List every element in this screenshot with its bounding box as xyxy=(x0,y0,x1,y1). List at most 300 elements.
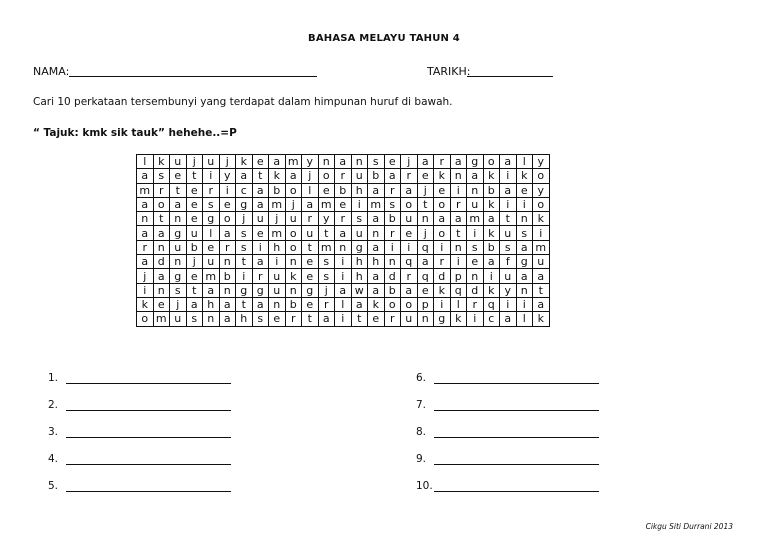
grid-cell[interactable]: j xyxy=(417,183,434,197)
grid-cell[interactable]: u xyxy=(351,169,368,183)
answer-line[interactable] xyxy=(434,410,599,411)
grid-cell[interactable]: p xyxy=(417,297,434,311)
grid-cell[interactable]: i xyxy=(467,226,484,240)
grid-cell[interactable]: n xyxy=(384,255,401,269)
grid-cell[interactable]: t xyxy=(186,283,203,297)
grid-cell[interactable]: e xyxy=(335,197,352,211)
grid-cell[interactable]: a xyxy=(252,197,269,211)
grid-cell[interactable]: r xyxy=(434,155,451,169)
grid-cell[interactable]: u xyxy=(252,212,269,226)
grid-cell[interactable]: n xyxy=(417,212,434,226)
grid-cell[interactable]: h xyxy=(203,297,220,311)
grid-cell[interactable]: l xyxy=(516,312,533,326)
grid-cell[interactable]: g xyxy=(302,283,319,297)
grid-cell[interactable]: t xyxy=(500,212,517,226)
grid-cell[interactable]: a xyxy=(219,226,236,240)
grid-cell[interactable]: r xyxy=(384,226,401,240)
grid-cell[interactable]: n xyxy=(368,226,385,240)
grid-cell[interactable]: u xyxy=(186,226,203,240)
grid-cell[interactable]: j xyxy=(170,297,187,311)
answer-line[interactable] xyxy=(434,383,599,384)
grid-cell[interactable]: a xyxy=(335,155,352,169)
grid-cell[interactable]: a xyxy=(483,212,500,226)
grid-cell[interactable]: a xyxy=(500,312,517,326)
grid-cell[interactable]: s xyxy=(500,240,517,254)
grid-cell[interactable]: h xyxy=(368,255,385,269)
grid-cell[interactable]: s xyxy=(516,226,533,240)
grid-cell[interactable]: a xyxy=(318,312,335,326)
grid-cell[interactable]: r xyxy=(335,212,352,226)
grid-cell[interactable]: g xyxy=(351,240,368,254)
grid-cell[interactable]: a xyxy=(335,283,352,297)
grid-cell[interactable]: a xyxy=(500,155,517,169)
grid-cell[interactable]: a xyxy=(252,183,269,197)
grid-cell[interactable]: k xyxy=(285,269,302,283)
grid-cell[interactable]: o xyxy=(285,226,302,240)
answer-line[interactable] xyxy=(66,410,231,411)
grid-cell[interactable]: o xyxy=(434,197,451,211)
grid-cell[interactable]: t xyxy=(302,312,319,326)
grid-cell[interactable]: r xyxy=(302,212,319,226)
grid-cell[interactable]: o xyxy=(533,197,550,211)
grid-cell[interactable]: q xyxy=(417,269,434,283)
grid-cell[interactable]: e xyxy=(269,312,286,326)
grid-cell[interactable]: r xyxy=(335,169,352,183)
grid-cell[interactable]: n xyxy=(450,169,467,183)
grid-cell[interactable]: t xyxy=(318,226,335,240)
grid-cell[interactable]: b xyxy=(335,183,352,197)
grid-cell[interactable]: e xyxy=(368,312,385,326)
grid-cell[interactable]: k xyxy=(483,197,500,211)
grid-cell[interactable]: j xyxy=(236,212,253,226)
grid-cell[interactable]: m xyxy=(285,155,302,169)
grid-cell[interactable]: g xyxy=(252,283,269,297)
grid-cell[interactable]: e xyxy=(186,212,203,226)
grid-cell[interactable]: y xyxy=(219,169,236,183)
grid-cell[interactable]: a xyxy=(401,283,418,297)
grid-cell[interactable]: k xyxy=(483,226,500,240)
grid-cell[interactable]: g xyxy=(236,197,253,211)
grid-cell[interactable]: n xyxy=(137,212,154,226)
grid-cell[interactable]: i xyxy=(335,312,352,326)
grid-cell[interactable]: k xyxy=(368,297,385,311)
answer-line[interactable] xyxy=(66,437,231,438)
grid-cell[interactable]: i xyxy=(203,169,220,183)
grid-cell[interactable]: o xyxy=(533,169,550,183)
grid-cell[interactable]: t xyxy=(186,169,203,183)
grid-cell[interactable]: i xyxy=(516,197,533,211)
grid-cell[interactable]: t xyxy=(252,169,269,183)
grid-cell[interactable]: b xyxy=(483,183,500,197)
grid-cell[interactable]: r xyxy=(252,269,269,283)
grid-cell[interactable]: o xyxy=(285,183,302,197)
grid-cell[interactable]: l xyxy=(450,297,467,311)
grid-cell[interactable]: i xyxy=(450,255,467,269)
grid-cell[interactable]: u xyxy=(170,240,187,254)
grid-cell[interactable]: e xyxy=(302,255,319,269)
grid-cell[interactable]: i xyxy=(434,297,451,311)
grid-cell[interactable]: u xyxy=(401,212,418,226)
answer-line[interactable] xyxy=(66,491,231,492)
grid-cell[interactable]: e xyxy=(252,155,269,169)
grid-cell[interactable]: g xyxy=(170,226,187,240)
grid-cell[interactable]: e xyxy=(219,197,236,211)
grid-cell[interactable]: a xyxy=(434,212,451,226)
grid-cell[interactable]: e xyxy=(467,255,484,269)
grid-cell[interactable]: n xyxy=(170,255,187,269)
grid-cell[interactable]: j xyxy=(401,155,418,169)
grid-cell[interactable]: s xyxy=(368,155,385,169)
grid-cell[interactable]: e xyxy=(302,269,319,283)
grid-cell[interactable]: t xyxy=(351,312,368,326)
grid-cell[interactable]: b xyxy=(219,269,236,283)
grid-cell[interactable]: i xyxy=(252,240,269,254)
grid-cell[interactable]: a xyxy=(368,183,385,197)
grid-cell[interactable]: n xyxy=(335,240,352,254)
grid-cell[interactable]: a xyxy=(137,197,154,211)
grid-cell[interactable]: s xyxy=(153,169,170,183)
grid-cell[interactable]: m xyxy=(137,183,154,197)
grid-cell[interactable]: k xyxy=(269,169,286,183)
grid-cell[interactable]: o xyxy=(401,197,418,211)
grid-cell[interactable]: a xyxy=(417,255,434,269)
grid-cell[interactable]: r xyxy=(401,169,418,183)
grid-cell[interactable]: n xyxy=(467,269,484,283)
grid-cell[interactable]: o xyxy=(219,212,236,226)
grid-cell[interactable]: s xyxy=(384,197,401,211)
grid-cell[interactable]: j xyxy=(186,155,203,169)
grid-cell[interactable]: n xyxy=(285,283,302,297)
grid-cell[interactable]: s xyxy=(236,226,253,240)
grid-cell[interactable]: a xyxy=(252,297,269,311)
grid-cell[interactable]: o xyxy=(318,169,335,183)
grid-cell[interactable]: o xyxy=(434,226,451,240)
grid-cell[interactable]: m xyxy=(269,197,286,211)
grid-cell[interactable]: r xyxy=(137,240,154,254)
grid-cell[interactable]: e xyxy=(170,169,187,183)
grid-cell[interactable]: a xyxy=(137,226,154,240)
grid-cell[interactable]: h xyxy=(351,183,368,197)
grid-cell[interactable]: e xyxy=(186,197,203,211)
grid-cell[interactable]: i xyxy=(500,297,517,311)
grid-cell[interactable]: n xyxy=(153,283,170,297)
grid-cell[interactable]: q xyxy=(450,283,467,297)
grid-cell[interactable]: n xyxy=(203,312,220,326)
grid-cell[interactable]: a xyxy=(153,226,170,240)
grid-cell[interactable]: i xyxy=(450,183,467,197)
grid-cell[interactable]: k xyxy=(450,312,467,326)
grid-cell[interactable]: h xyxy=(269,240,286,254)
grid-cell[interactable]: n xyxy=(153,240,170,254)
grid-cell[interactable]: n xyxy=(516,283,533,297)
grid-cell[interactable]: l xyxy=(137,155,154,169)
grid-cell[interactable]: u xyxy=(500,226,517,240)
grid-cell[interactable]: r xyxy=(384,312,401,326)
grid-cell[interactable]: q xyxy=(417,240,434,254)
grid-cell[interactable]: j xyxy=(269,212,286,226)
grid-cell[interactable]: a xyxy=(285,169,302,183)
grid-cell[interactable]: a xyxy=(368,212,385,226)
grid-cell[interactable]: n xyxy=(219,283,236,297)
grid-cell[interactable]: e xyxy=(417,169,434,183)
grid-cell[interactable]: e xyxy=(203,240,220,254)
grid-cell[interactable]: l xyxy=(203,226,220,240)
grid-cell[interactable]: e xyxy=(516,183,533,197)
grid-cell[interactable]: q xyxy=(483,297,500,311)
grid-cell[interactable]: k xyxy=(483,283,500,297)
grid-cell[interactable]: k xyxy=(516,169,533,183)
grid-cell[interactable]: t xyxy=(236,297,253,311)
grid-cell[interactable]: i xyxy=(335,269,352,283)
grid-cell[interactable]: n xyxy=(516,212,533,226)
grid-cell[interactable]: o xyxy=(483,155,500,169)
grid-cell[interactable]: a xyxy=(483,255,500,269)
grid-cell[interactable]: g xyxy=(467,155,484,169)
grid-cell[interactable]: a xyxy=(368,240,385,254)
grid-cell[interactable]: a xyxy=(302,197,319,211)
grid-cell[interactable]: j xyxy=(302,169,319,183)
grid-cell[interactable]: q xyxy=(401,255,418,269)
grid-cell[interactable]: i xyxy=(500,197,517,211)
grid-cell[interactable]: a xyxy=(335,226,352,240)
grid-cell[interactable]: k xyxy=(137,297,154,311)
grid-cell[interactable]: b xyxy=(368,169,385,183)
grid-cell[interactable]: a xyxy=(153,269,170,283)
grid-cell[interactable]: o xyxy=(137,312,154,326)
grid-cell[interactable]: a xyxy=(203,283,220,297)
grid-cell[interactable]: g xyxy=(434,312,451,326)
grid-cell[interactable]: l xyxy=(302,183,319,197)
nama-line[interactable] xyxy=(69,76,317,77)
grid-cell[interactable]: s xyxy=(170,283,187,297)
grid-cell[interactable]: a xyxy=(351,297,368,311)
grid-cell[interactable]: r xyxy=(467,297,484,311)
grid-cell[interactable]: i xyxy=(137,283,154,297)
grid-cell[interactable]: h xyxy=(351,255,368,269)
grid-cell[interactable]: a xyxy=(219,297,236,311)
grid-cell[interactable]: u xyxy=(302,226,319,240)
grid-cell[interactable]: r xyxy=(401,269,418,283)
grid-cell[interactable]: s xyxy=(318,269,335,283)
grid-cell[interactable]: u xyxy=(170,155,187,169)
grid-cell[interactable]: a xyxy=(450,212,467,226)
grid-cell[interactable]: m xyxy=(269,226,286,240)
grid-cell[interactable]: u xyxy=(170,312,187,326)
grid-cell[interactable]: r xyxy=(450,197,467,211)
answer-line[interactable] xyxy=(66,464,231,465)
grid-cell[interactable]: t xyxy=(236,255,253,269)
grid-cell[interactable]: a xyxy=(137,255,154,269)
grid-cell[interactable]: i xyxy=(500,169,517,183)
grid-cell[interactable]: e xyxy=(434,183,451,197)
grid-cell[interactable]: a xyxy=(368,283,385,297)
grid-cell[interactable]: e xyxy=(302,297,319,311)
grid-cell[interactable]: n xyxy=(417,312,434,326)
grid-cell[interactable]: e xyxy=(401,226,418,240)
grid-cell[interactable]: i xyxy=(219,183,236,197)
grid-cell[interactable]: r xyxy=(434,255,451,269)
grid-cell[interactable]: i xyxy=(269,255,286,269)
answer-line[interactable] xyxy=(434,437,599,438)
grid-cell[interactable]: r xyxy=(203,183,220,197)
grid-cell[interactable]: r xyxy=(285,312,302,326)
grid-cell[interactable]: y xyxy=(318,212,335,226)
grid-cell[interactable]: a xyxy=(170,197,187,211)
grid-cell[interactable]: o xyxy=(285,240,302,254)
grid-cell[interactable]: s xyxy=(318,255,335,269)
grid-cell[interactable]: o xyxy=(384,297,401,311)
grid-cell[interactable]: g xyxy=(236,283,253,297)
grid-cell[interactable]: m xyxy=(318,197,335,211)
grid-cell[interactable]: j xyxy=(137,269,154,283)
grid-cell[interactable]: k xyxy=(533,212,550,226)
grid-cell[interactable]: n xyxy=(269,297,286,311)
grid-cell[interactable]: n xyxy=(467,183,484,197)
grid-cell[interactable]: t xyxy=(450,226,467,240)
grid-cell[interactable]: y xyxy=(533,183,550,197)
grid-cell[interactable]: a xyxy=(186,297,203,311)
grid-cell[interactable]: a xyxy=(252,255,269,269)
tarikh-line[interactable] xyxy=(467,76,553,77)
grid-cell[interactable]: d xyxy=(384,269,401,283)
grid-cell[interactable]: u xyxy=(203,155,220,169)
grid-cell[interactable]: m xyxy=(368,197,385,211)
grid-cell[interactable]: y xyxy=(500,283,517,297)
grid-cell[interactable]: n xyxy=(285,255,302,269)
grid-cell[interactable]: i xyxy=(434,240,451,254)
grid-cell[interactable]: b xyxy=(384,212,401,226)
grid-cell[interactable]: e xyxy=(153,297,170,311)
grid-cell[interactable]: i xyxy=(401,240,418,254)
grid-cell[interactable]: f xyxy=(500,255,517,269)
grid-cell[interactable]: r xyxy=(318,297,335,311)
grid-cell[interactable]: l xyxy=(516,155,533,169)
grid-cell[interactable]: t xyxy=(153,212,170,226)
grid-cell[interactable]: a xyxy=(384,169,401,183)
grid-cell[interactable]: b xyxy=(186,240,203,254)
grid-cell[interactable]: k xyxy=(236,155,253,169)
grid-cell[interactable]: s xyxy=(252,312,269,326)
grid-cell[interactable]: s xyxy=(351,212,368,226)
grid-cell[interactable]: t xyxy=(417,197,434,211)
grid-cell[interactable]: a xyxy=(137,169,154,183)
grid-cell[interactable]: g xyxy=(516,255,533,269)
grid-cell[interactable]: s xyxy=(236,240,253,254)
grid-cell[interactable]: r xyxy=(219,240,236,254)
grid-cell[interactable]: a xyxy=(467,169,484,183)
grid-cell[interactable]: m xyxy=(153,312,170,326)
grid-cell[interactable]: k xyxy=(483,169,500,183)
grid-cell[interactable]: j xyxy=(285,197,302,211)
grid-cell[interactable]: n xyxy=(170,212,187,226)
grid-cell[interactable]: j xyxy=(417,226,434,240)
grid-cell[interactable]: k xyxy=(153,155,170,169)
grid-cell[interactable]: t xyxy=(533,283,550,297)
grid-cell[interactable]: r xyxy=(384,183,401,197)
grid-cell[interactable]: e xyxy=(186,269,203,283)
grid-cell[interactable]: n xyxy=(318,155,335,169)
grid-cell[interactable]: b xyxy=(269,183,286,197)
grid-cell[interactable]: j xyxy=(186,255,203,269)
grid-cell[interactable]: j xyxy=(219,155,236,169)
grid-cell[interactable]: t xyxy=(170,183,187,197)
grid-cell[interactable]: k xyxy=(533,312,550,326)
grid-cell[interactable]: m xyxy=(318,240,335,254)
grid-cell[interactable]: s xyxy=(186,312,203,326)
grid-cell[interactable]: k xyxy=(434,169,451,183)
grid-cell[interactable]: i xyxy=(483,269,500,283)
answer-line[interactable] xyxy=(434,491,599,492)
grid-cell[interactable]: g xyxy=(203,212,220,226)
grid-cell[interactable]: c xyxy=(236,183,253,197)
grid-cell[interactable]: b xyxy=(483,240,500,254)
grid-cell[interactable]: m xyxy=(467,212,484,226)
grid-cell[interactable]: g xyxy=(170,269,187,283)
grid-cell[interactable]: a xyxy=(500,183,517,197)
answer-line[interactable] xyxy=(66,383,231,384)
grid-cell[interactable]: a xyxy=(368,269,385,283)
grid-cell[interactable]: e xyxy=(252,226,269,240)
grid-cell[interactable]: h xyxy=(236,312,253,326)
grid-cell[interactable]: u xyxy=(500,269,517,283)
grid-cell[interactable]: s xyxy=(203,197,220,211)
grid-cell[interactable]: r xyxy=(153,183,170,197)
grid-cell[interactable]: y xyxy=(533,155,550,169)
grid-cell[interactable]: a xyxy=(450,155,467,169)
grid-cell[interactable]: d xyxy=(153,255,170,269)
grid-cell[interactable]: s xyxy=(467,240,484,254)
grid-cell[interactable]: h xyxy=(351,269,368,283)
grid-cell[interactable]: u xyxy=(401,312,418,326)
grid-cell[interactable]: i xyxy=(351,197,368,211)
grid-cell[interactable]: o xyxy=(153,197,170,211)
grid-cell[interactable]: a xyxy=(533,297,550,311)
grid-cell[interactable]: u xyxy=(467,197,484,211)
grid-cell[interactable]: a xyxy=(401,183,418,197)
grid-cell[interactable]: i xyxy=(236,269,253,283)
grid-cell[interactable]: u xyxy=(533,255,550,269)
grid-cell[interactable]: u xyxy=(351,226,368,240)
grid-cell[interactable]: d xyxy=(434,269,451,283)
grid-cell[interactable]: i xyxy=(516,297,533,311)
grid-cell[interactable]: j xyxy=(318,283,335,297)
grid-cell[interactable]: d xyxy=(467,283,484,297)
grid-cell[interactable]: e xyxy=(318,183,335,197)
grid-cell[interactable]: u xyxy=(269,269,286,283)
grid-cell[interactable]: n xyxy=(351,155,368,169)
grid-cell[interactable]: m xyxy=(203,269,220,283)
grid-cell[interactable]: c xyxy=(483,312,500,326)
answer-line[interactable] xyxy=(434,464,599,465)
grid-cell[interactable]: a xyxy=(269,155,286,169)
grid-cell[interactable]: a xyxy=(219,312,236,326)
grid-cell[interactable]: w xyxy=(351,283,368,297)
grid-cell[interactable]: o xyxy=(401,297,418,311)
grid-cell[interactable]: i xyxy=(467,312,484,326)
grid-cell[interactable]: i xyxy=(533,226,550,240)
grid-cell[interactable]: t xyxy=(302,240,319,254)
grid-cell[interactable]: a xyxy=(417,155,434,169)
grid-cell[interactable]: k xyxy=(434,283,451,297)
grid-cell[interactable]: a xyxy=(533,269,550,283)
grid-cell[interactable]: a xyxy=(516,269,533,283)
grid-cell[interactable]: e xyxy=(186,183,203,197)
grid-cell[interactable]: i xyxy=(384,240,401,254)
grid-cell[interactable]: a xyxy=(236,169,253,183)
grid-cell[interactable]: n xyxy=(219,255,236,269)
grid-cell[interactable]: p xyxy=(450,269,467,283)
grid-cell[interactable]: n xyxy=(450,240,467,254)
